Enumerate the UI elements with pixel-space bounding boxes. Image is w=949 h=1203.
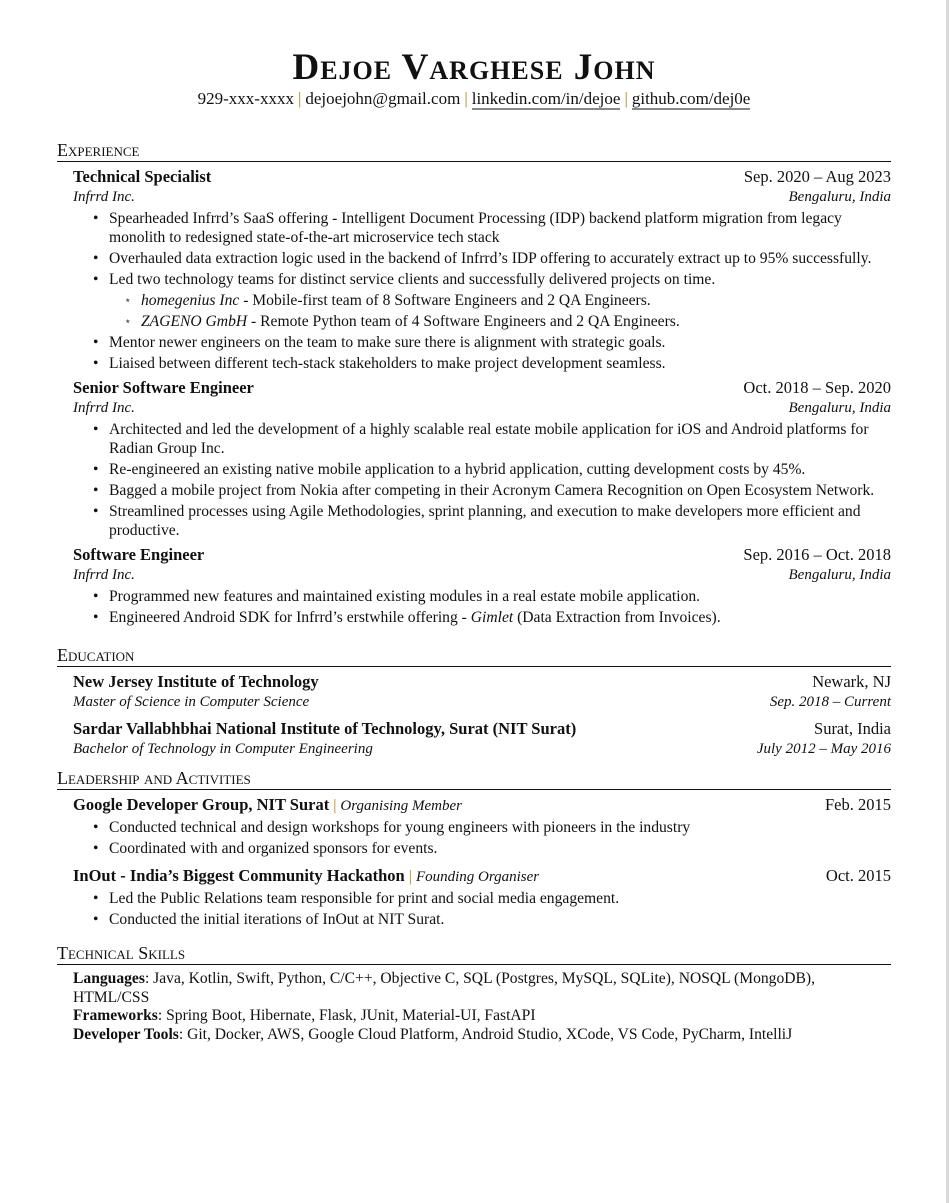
bullet-text: Liaised between different tech-stack stakeholders to make project development seamless. bbox=[109, 355, 666, 372]
bullet-item: • Conducted technical and design workshops for young engineers with pioneers in the industry bbox=[109, 818, 891, 837]
job-company-row bbox=[73, 187, 891, 208]
bullet-text: (Data Extraction from Invoices). bbox=[513, 609, 721, 626]
skill-label: Languages bbox=[73, 970, 145, 987]
activity-date: Feb. 2015 bbox=[825, 795, 891, 814]
bullet-item bbox=[109, 502, 891, 540]
skill-value: : Spring Boot, Hibernate, Flask, JUnit, Material-UI, FastAPI bbox=[157, 1007, 536, 1024]
separator: | bbox=[297, 89, 302, 108]
emphasis: homegenius Inc bbox=[141, 292, 240, 309]
bullet-text: Overhauled data extraction logic used in the backend of Infrrd’s IDP offering to accurately extract up to 95% successfully. bbox=[109, 250, 872, 267]
activity-org: InOut - India’s Biggest Community Hackathon bbox=[73, 866, 405, 885]
right-text: Sep. 2020 – Aug 2023 bbox=[743, 167, 891, 186]
job-company-row bbox=[73, 398, 891, 419]
activity-row bbox=[73, 795, 891, 817]
left-text: Infrrd Inc. bbox=[73, 400, 135, 416]
school-row bbox=[73, 719, 891, 739]
bullet-text: Mentor newer engineers on the team to make sure there is alignment with strategic goals. bbox=[109, 334, 666, 351]
emphasis: ZAGENO GmbH bbox=[141, 313, 248, 330]
separator: | bbox=[464, 89, 468, 108]
bullet-item bbox=[109, 354, 891, 373]
left-text: Technical Specialist bbox=[73, 167, 212, 186]
bullet-item bbox=[109, 481, 891, 500]
section-education: Education bbox=[57, 645, 891, 667]
bullet-list bbox=[73, 209, 891, 373]
right-text: Bengaluru, India bbox=[788, 567, 891, 583]
activity-left bbox=[73, 795, 462, 817]
left-text: Sardar Vallabhbhai National Institute of Technology, Surat (NIT Surat) bbox=[73, 719, 577, 738]
skill-line bbox=[73, 1007, 891, 1026]
left-text: Infrrd Inc. bbox=[73, 189, 135, 205]
email: dejoejohn@gmail.com bbox=[305, 89, 461, 108]
bullet-text: Spearheaded Infrrd’s SaaS offering - Intelligent Document Processing (IDP) backend platform migration from legacy monolith to redesigned state-of-the-art microservice tech stack bbox=[109, 210, 842, 246]
section-skills: Technical Skills bbox=[57, 943, 891, 965]
skill-line bbox=[73, 1026, 891, 1045]
left-text: Bachelor of Technology in Computer Engineering bbox=[73, 741, 373, 757]
separator: | bbox=[624, 89, 628, 108]
separator: | bbox=[333, 797, 337, 814]
bullet-list bbox=[73, 587, 891, 627]
bullet-item: • Coordinated with and organized sponsors for events. bbox=[109, 839, 891, 858]
bullet-text: Led two technology teams for distinct service clients and successfully delivered projects on time. bbox=[109, 271, 716, 288]
sub-text: - Remote Python team of 4 Software Engineers and 2 QA Engineers. bbox=[247, 313, 680, 330]
education-entry bbox=[57, 719, 891, 760]
phone: 929-xxx-xxxx bbox=[197, 89, 294, 108]
job-entry bbox=[57, 545, 891, 627]
section-leadership: Leadership and Activities bbox=[57, 768, 891, 790]
degree-row bbox=[73, 739, 891, 760]
bullet-item bbox=[109, 608, 891, 627]
right-text: Sep. 2016 – Oct. 2018 bbox=[743, 545, 891, 564]
skill-label: Developer Tools bbox=[73, 1025, 179, 1043]
job-title-row bbox=[73, 378, 891, 398]
section-experience: Experience bbox=[57, 140, 891, 162]
bullet-item bbox=[109, 333, 891, 352]
school-row bbox=[73, 672, 891, 692]
sub-list bbox=[109, 291, 891, 331]
skills-list bbox=[57, 970, 891, 1044]
sub-text: - Mobile-first team of 8 Software Engineers and 2 QA Engineers. bbox=[239, 292, 651, 309]
bullet-text: Engineered Android SDK for Infrrd’s erstwhile offering - bbox=[109, 609, 471, 626]
emphasis: Gimlet bbox=[470, 609, 514, 626]
right-text: Surat, India bbox=[814, 719, 891, 738]
activity-entry bbox=[57, 795, 891, 858]
bullet-item bbox=[109, 460, 891, 479]
job-title-row bbox=[73, 167, 891, 187]
left-text: New Jersey Institute of Technology bbox=[73, 672, 319, 691]
bullet-item: • Conducted the initial iterations of InOut at NIT Surat. bbox=[109, 910, 891, 929]
right-text: Bengaluru, India bbox=[788, 189, 891, 205]
bullet-item: • Led the Public Relations team responsible for print and social media engagement. bbox=[109, 889, 891, 908]
contact-line bbox=[57, 88, 891, 110]
bullet-item bbox=[109, 209, 891, 247]
activity-row bbox=[73, 866, 891, 888]
sub-item bbox=[141, 291, 891, 310]
bullet-item bbox=[109, 249, 891, 268]
bullet-item bbox=[109, 587, 891, 606]
skill-label: Frameworks bbox=[73, 1007, 158, 1024]
candidate-name: Dejoe Varghese John bbox=[292, 47, 656, 88]
separator: | bbox=[408, 868, 412, 885]
activity-left bbox=[73, 866, 539, 888]
bullet-list bbox=[73, 889, 891, 929]
job-company-row bbox=[73, 565, 891, 586]
bullet-text: Programmed new features and maintained existing modules in a real estate mobile application. bbox=[109, 588, 701, 605]
skill-line bbox=[73, 970, 891, 1007]
left-text: Master of Science in Computer Science bbox=[73, 694, 310, 710]
education-entry bbox=[57, 672, 891, 713]
activity-entry bbox=[57, 866, 891, 929]
bullet-list bbox=[73, 818, 891, 858]
bullet-text: Architected and led the development of a highly scalable real estate mobile application for iOS and Android platforms for Radian Group Inc. bbox=[109, 421, 869, 457]
activity-role: Organising Member bbox=[340, 798, 462, 814]
right-text: Sep. 2018 – Current bbox=[769, 694, 891, 710]
degree-row bbox=[73, 692, 891, 713]
job-entry bbox=[57, 167, 891, 373]
activity-org: Google Developer Group, NIT Surat bbox=[73, 795, 330, 814]
github-link[interactable]: github.com/dej0e bbox=[631, 89, 751, 108]
activity-date: Oct. 2015 bbox=[825, 866, 891, 885]
job-title-row bbox=[73, 545, 891, 565]
linkedin-link[interactable]: linkedin.com/in/dejoe bbox=[471, 89, 621, 108]
bullet-item bbox=[109, 270, 891, 331]
activity-role: Founding Organiser bbox=[415, 869, 540, 885]
bullet-text: Streamlined processes using Agile Methodologies, sprint planning, and execution to make developers more efficient and productive. bbox=[109, 503, 861, 539]
bullet-text: Re-engineered an existing native mobile application to a hybrid application, cutting development costs by 45%. bbox=[109, 461, 806, 478]
bullet-item bbox=[109, 420, 891, 458]
skill-value: : Git, Docker, AWS, Google Cloud Platform, Android Studio, XCode, VS Code, PyCharm, IntelliJ bbox=[178, 1025, 793, 1043]
job-entry bbox=[57, 378, 891, 540]
skill-value: : Java, Kotlin, Swift, Python, C/C++, Objective C, SQL (Postgres, MySQL, SQLite), NOSQL (MongoDB), HTML/CSS bbox=[73, 970, 816, 1006]
left-text: Infrrd Inc. bbox=[73, 567, 135, 583]
right-text: Bengaluru, India bbox=[788, 400, 891, 416]
bullet-list bbox=[73, 420, 891, 540]
bullet-text: Bagged a mobile project from Nokia after competing in their Acronym Camera Recognition on Open Ecosystem Network. bbox=[109, 482, 875, 499]
right-text: Oct. 2018 – Sep. 2020 bbox=[743, 378, 891, 397]
right-text: July 2012 – May 2016 bbox=[756, 741, 891, 757]
resume bbox=[57, 48, 891, 1044]
sub-item bbox=[141, 312, 891, 331]
left-text: Senior Software Engineer bbox=[73, 378, 254, 397]
right-text: Newark, NJ bbox=[812, 672, 891, 691]
left-text: Software Engineer bbox=[73, 545, 205, 564]
